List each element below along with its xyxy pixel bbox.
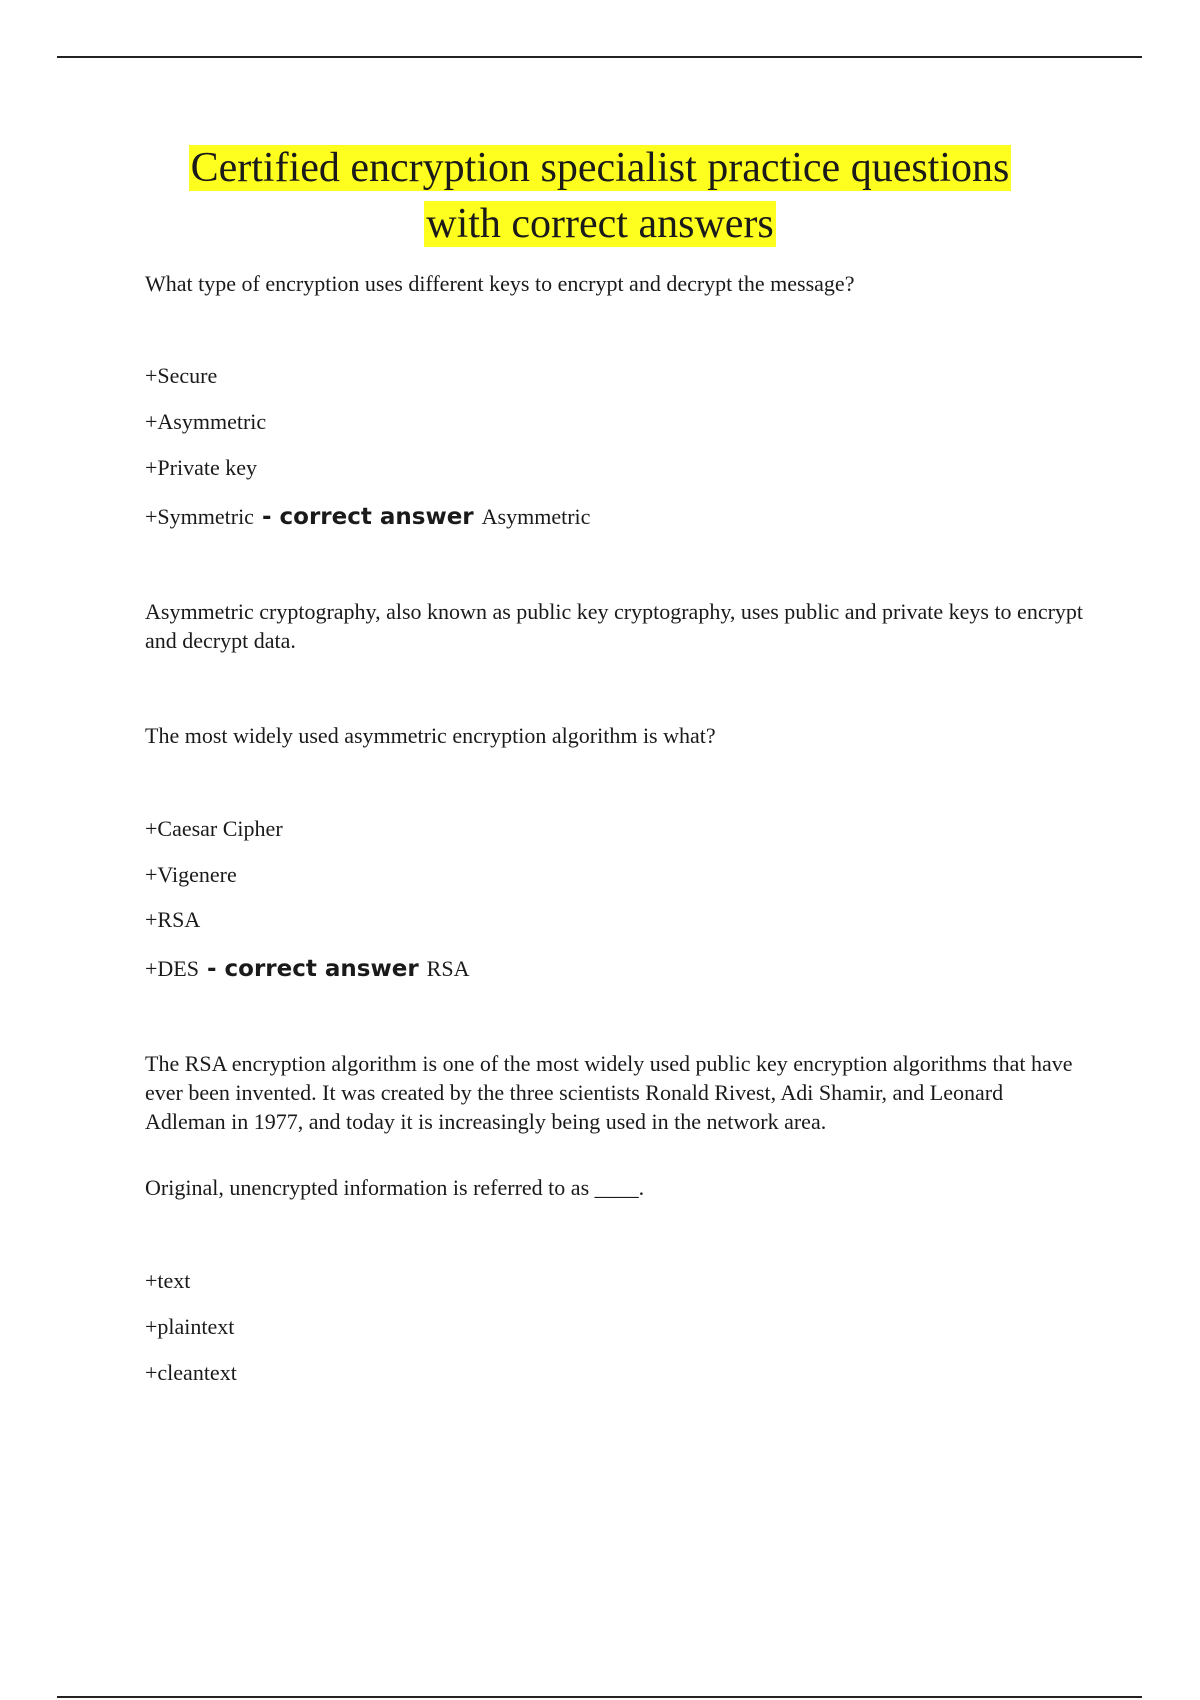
correct-answer-marker: - correct answer (253, 504, 482, 530)
top-rule (57, 56, 1142, 58)
title-line-1: Certified encryption specialist practice questions (190, 145, 1010, 191)
question-2-option: +RSA (145, 907, 201, 932)
question-3-option: +plaintext (145, 1314, 235, 1339)
question-2-option: +Vigenere (145, 862, 237, 887)
question-2-explanation: The RSA encryption algorithm is one of the most widely used public key encryption algorithms that have ever been invented. It was created by the three scientists Ronald Rivest, Adi Shamir, and Leonard Adleman in 1977, and today it is increasingly being used in the network area. (145, 1051, 1073, 1134)
question-2-option: +DES (145, 956, 199, 981)
question-1-option: +Symmetric (145, 504, 254, 529)
question-3-option: +cleantext (145, 1360, 237, 1385)
question-1-prompt: What type of encryption uses different keys to encrypt and decrypt the message? (145, 271, 855, 296)
question-1-answer-line (145, 503, 590, 531)
question-3-option: +text (145, 1268, 191, 1293)
question-1-option: +Private key (145, 455, 257, 480)
title-line-2: with correct answers (426, 201, 774, 247)
document-title (0, 140, 1200, 252)
question-2-answer: RSA (426, 956, 470, 981)
question-2-answer-line (145, 955, 469, 983)
question-2-option: +Caesar Cipher (145, 816, 283, 841)
bottom-rule (57, 1696, 1142, 1698)
question-2-prompt: The most widely used asymmetric encryption algorithm is what? (145, 723, 716, 748)
question-1-answer: Asymmetric (481, 504, 591, 529)
question-1-option: +Secure (145, 363, 218, 388)
correct-answer-marker: - correct answer (198, 956, 427, 982)
question-1-option: +Asymmetric (145, 409, 267, 434)
question-1-explanation: Asymmetric cryptography, also known as public key cryptography, uses public and private keys to encrypt and decrypt data. (145, 599, 1084, 653)
question-3-prompt: Original, unencrypted information is referred to as ____. (145, 1175, 645, 1200)
